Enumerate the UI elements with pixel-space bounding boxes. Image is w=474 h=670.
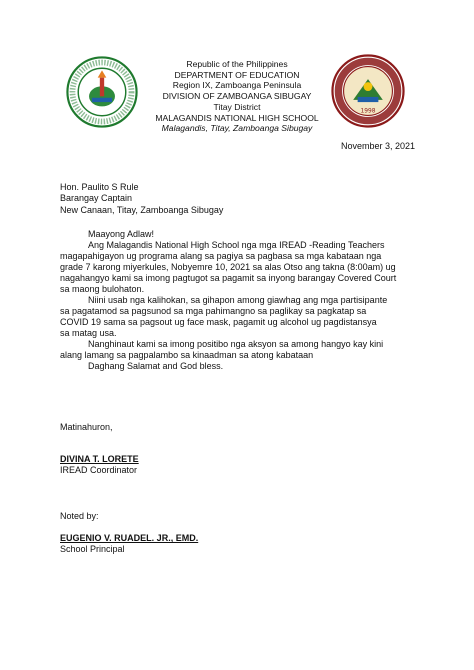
noted-by-label: Noted by: (60, 511, 99, 521)
closing: Matinahuron, (60, 422, 113, 432)
body-line: Niini usab nga kalihokan, sa gihapon among giawhag ang mga partisipante (88, 295, 388, 305)
body-line: COVID 19 sama sa pagsout ug face mask, pagamit ug alcohol ug pagdistansya (60, 317, 377, 327)
body-line: Nanghinaut kami sa imong positibo nga aksyon sa among hangyo kay kini (88, 339, 384, 349)
school-seal-icon (331, 54, 405, 128)
body-line: alang lamang sa pagpalambo sa kinaadman sa atong kabataan (60, 350, 314, 360)
body-line: sa matag usa. (60, 328, 117, 338)
letter-body (60, 229, 410, 372)
letterhead (140, 59, 334, 134)
recipient-block (60, 182, 223, 216)
deped-seal-icon (66, 56, 138, 128)
body-line: grade 7 karong miyerkules, Nobyemre 10, 2021 sa alas Otso ang takna (8:00am) ug (60, 262, 396, 272)
letterhead-line: Region IX, Zamboanga Peninsula (172, 80, 302, 91)
body-line: sa maong bulohaton. (60, 284, 145, 294)
principal-title: School Principal (60, 544, 125, 554)
school-address: Malagandis, Titay, Zamboanga Sibugay (161, 123, 313, 134)
signatory-name: DIVINA T. LORETE (60, 454, 139, 464)
signatory-title: IREAD Coordinator (60, 465, 138, 475)
thanks-line: Daghang Salamat and God bless. (88, 361, 224, 371)
salutation: Maayong Adlaw! (88, 229, 155, 239)
body-line: sa pagatamod sa pagsunod sa mga pahimangno sa paglikay sa pagkatap sa (60, 306, 367, 316)
recipient-position: Barangay Captain (60, 193, 133, 204)
principal-name: EUGENIO V. RUADEL. JR., EMD. (60, 533, 199, 543)
letterhead-line: MALAGANDIS NATIONAL HIGH SCHOOL (155, 112, 319, 123)
letterhead-line: DIVISION OF ZAMBOANGA SIBUGAY (162, 91, 312, 102)
letterhead-line: DEPARTMENT OF EDUCATION (174, 69, 300, 80)
body-line: nagahangyo kami sa imong pagtugot sa pagamit sa inyong barangay Covered Court (60, 273, 397, 283)
seal-year: 1998 (360, 108, 376, 115)
letterhead-line: Titay District (213, 101, 261, 112)
recipient-name: Hon. Paulito S Rule (60, 182, 139, 192)
letter-date: November 3, 2021 (341, 141, 416, 151)
recipient-address: New Canaan, Titay, Zamboanga Sibugay (60, 204, 224, 215)
body-line: magapahigayon ug programa alang sa pagiya sa pagbasa sa mga kabataan nga (60, 251, 382, 261)
body-line: Ang Malagandis National High School nga mga IREAD -Reading Teachers (88, 240, 385, 250)
letterhead-line: Republic of the Philippines (186, 59, 288, 69)
